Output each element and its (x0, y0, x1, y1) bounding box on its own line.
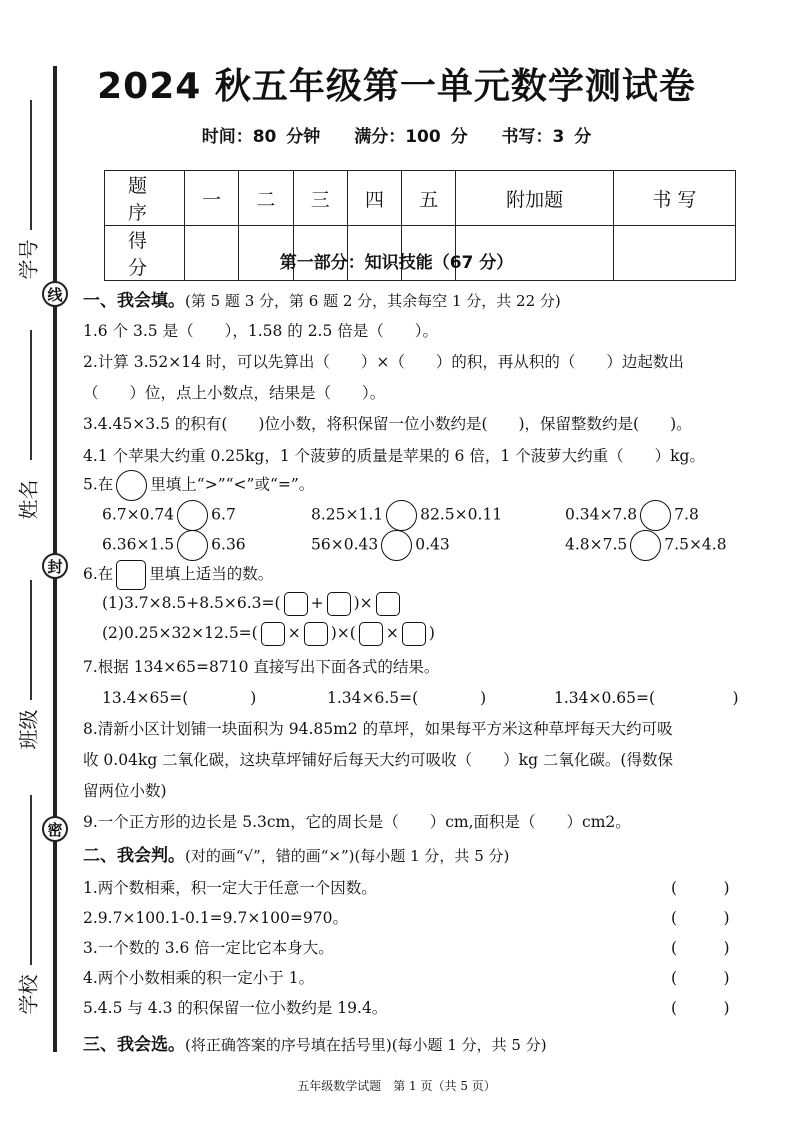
compare-item (565, 500, 699, 531)
compare-left: 6.36×1.5 (102, 535, 175, 554)
compare-left: 8.25×1.1 (311, 505, 384, 524)
answer-circle[interactable] (640, 500, 671, 531)
compare-item (102, 500, 236, 531)
compare-item (311, 500, 502, 531)
compare-left: 6.7×0.74 (102, 505, 175, 524)
answer-box[interactable] (327, 592, 351, 616)
close-paren: ) (428, 624, 435, 642)
score-cell: 四 (347, 171, 401, 226)
score-cell: 题 序 (105, 171, 185, 226)
answer-box[interactable] (376, 592, 400, 616)
question-9: 9.一个正方形的边长是 5.3cm，它的周长是（ ）cm,面积是（ ）cm2。 (83, 813, 631, 831)
q6-1-expr: (1)3.7×8.5+8.5×6.3=( (102, 594, 281, 612)
exam-info (0, 122, 793, 147)
section-1-note: (第 5 题 3 分，第 6 题 2 分，其余每空 1 分，共 22 分) (185, 292, 561, 310)
section-2-note: (对的画“√”，错的画“×”)(每小题 1 分，共 5 分) (185, 847, 510, 865)
exam-writing-score: 书写：3 分 (501, 127, 592, 147)
judge-item: 4.两个小数相乘的积一定小于 1。 (83, 969, 315, 987)
class-underline (30, 580, 32, 700)
score-table-header-row (105, 171, 736, 226)
page-footer: 五年级数学试题 第 1 页（共 5 页） (297, 1079, 496, 1093)
question-8-line-2: 收 0.04kg 二氧化碳，这块草坪铺好后每天大约可吸收（ ）kg 二氧化碳。(得数保 (83, 751, 673, 769)
question-6-2 (102, 622, 435, 646)
score-cell: 二 (239, 171, 293, 226)
judge-answer-paren[interactable]: ( ) (671, 909, 730, 927)
question-2-line-1: 2.计算 3.52×14 时，可以先算出（ ）×（ ）的积，再从积的（ ）边起数出 (83, 353, 684, 371)
question-8-line-3: 留两位小数) (83, 782, 167, 800)
school-label: 学校 (16, 974, 41, 1015)
question-5-prompt (83, 470, 314, 501)
answer-box[interactable] (304, 622, 328, 646)
part-title: 第一部分：知识技能（67 分） (279, 253, 514, 273)
binding-circle-feng: 封 (42, 553, 68, 579)
section-2-heading (83, 841, 509, 866)
compare-item (311, 530, 450, 561)
compare-right: 82.5×0.11 (420, 505, 503, 524)
question-6-1 (102, 592, 403, 616)
section-3-heading (83, 1030, 547, 1055)
question-4: 4.1 个苹果大约重 0.25kg，1 个菠萝的质量是苹果的 6 倍，1 个菠萝大约重（ ）kg。 (83, 447, 705, 465)
question-1: 1.6 个 3.5 是（ ），1.58 的 2.5 倍是（ ）。 (83, 322, 439, 340)
judge-answer-paren[interactable]: ( ) (671, 939, 730, 957)
times-sign: × (287, 624, 301, 642)
compare-item (102, 530, 246, 561)
compare-right: 6.36 (211, 535, 246, 554)
name-underline (30, 330, 32, 460)
class-label: 班级 (16, 709, 41, 750)
judge-item: 5.4.5 与 4.3 的积保留一位小数约是 19.4。 (83, 999, 388, 1017)
q7-item: 13.4×65=( ) (102, 689, 257, 707)
judge-answer-paren[interactable]: ( ) (671, 879, 730, 897)
answer-box[interactable] (402, 622, 426, 646)
q7-item: 1.34×0.65=( ) (554, 689, 739, 707)
q7-item: 1.34×6.5=( ) (327, 689, 487, 707)
judge-item: 2.9.7×100.1-0.1=9.7×100=970。 (83, 909, 348, 927)
section-1-heading (83, 286, 561, 311)
times-sign: × (385, 624, 399, 642)
question-3: 3.4.45×3.5 的积有( )位小数，将积保留一位小数约是( )，保留整数约是( )。 (83, 415, 692, 433)
score-cell: 得 分 (105, 226, 185, 281)
judge-item: 1.两个数相乘，积一定大于任意一个因数。 (83, 879, 377, 897)
compare-right: 7.5×4.8 (664, 535, 727, 554)
mid-paren: )×( (330, 624, 356, 642)
student-id-label: 学号 (16, 239, 41, 280)
question-5-post: 里填上“>”“<”或“=”。 (150, 475, 315, 494)
name-label: 姓名 (16, 479, 41, 520)
question-6-pre: 6.在 (83, 565, 114, 583)
judge-answer-paren[interactable]: ( ) (671, 999, 730, 1017)
judge-answer-paren[interactable]: ( ) (671, 969, 730, 987)
compare-item (565, 530, 727, 561)
answer-box[interactable] (284, 592, 308, 616)
compare-left: 0.34×7.8 (565, 505, 638, 524)
answer-circle[interactable] (630, 530, 661, 561)
answer-circle[interactable] (177, 500, 208, 531)
sample-circle (116, 470, 147, 501)
section-1-title: 一、我会填。 (83, 291, 185, 311)
close-times: )× (353, 594, 373, 612)
score-cell: 书 写 (613, 171, 735, 226)
compare-left: 4.8×7.5 (565, 535, 628, 554)
compare-right: 6.7 (211, 505, 236, 524)
answer-circle[interactable] (177, 530, 208, 561)
student-id-underline (30, 100, 32, 230)
answer-circle[interactable] (381, 530, 412, 561)
section-3-note: (将正确答案的序号填在括号里)(每小题 1 分，共 5 分) (185, 1036, 547, 1054)
plus-sign: + (310, 594, 324, 612)
compare-left: 56×0.43 (311, 535, 379, 554)
compare-right: 0.43 (415, 535, 450, 554)
score-cell: 五 (402, 171, 456, 226)
binding-circle-mi: 密 (42, 816, 68, 842)
score-cell: 附加题 (456, 171, 613, 226)
section-2-title: 二、我会判。 (83, 846, 185, 866)
exam-time: 时间：80 分钟 (201, 127, 321, 147)
answer-box[interactable] (359, 622, 383, 646)
answer-circle[interactable] (386, 500, 417, 531)
q6-2-expr: (2)0.25×32×12.5=( (102, 624, 258, 642)
question-2-line-2: （ ）位，点上小数点，结果是（ ）。 (83, 384, 386, 402)
answer-box[interactable] (261, 622, 285, 646)
question-8-line-1: 8.清新小区计划铺一块面积为 94.85m2 的草坪，如果每平方米这种草坪每天大约可吸 (83, 720, 673, 738)
binding-margin (0, 0, 80, 1122)
score-cell: 一 (185, 171, 239, 226)
page-title: 2024 秋五年级第一单元数学测试卷 (97, 66, 696, 107)
question-7: 7.根据 134×65=8710 直接写出下面各式的结果。 (83, 658, 440, 676)
binding-circle-xian: 线 (42, 281, 68, 307)
section-3-title: 三、我会选。 (83, 1035, 185, 1055)
question-6-post: 里填上适当的数。 (149, 565, 274, 583)
question-6-prompt (83, 560, 273, 590)
school-underline (30, 795, 32, 965)
sample-box (116, 560, 146, 590)
question-5-pre: 5.在 (83, 475, 114, 494)
judge-item: 3.一个数的 3.6 倍一定比它本身大。 (83, 939, 334, 957)
score-cell: 三 (293, 171, 347, 226)
exam-full-score: 满分：100 分 (354, 127, 468, 147)
compare-right: 7.8 (674, 505, 699, 524)
